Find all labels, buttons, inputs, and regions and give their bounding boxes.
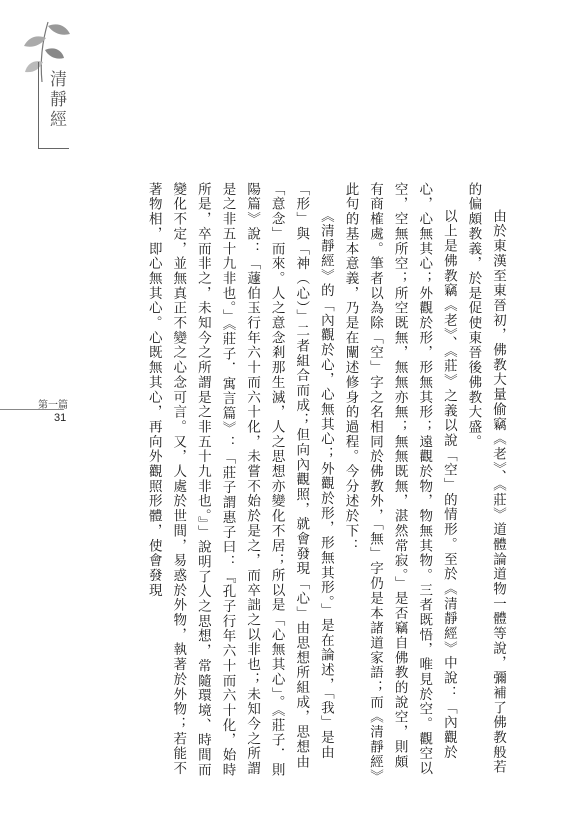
paragraph: 以上是佛教竊《老》、《莊》之義以說「空」的情形。至於《清靜經》中說：「內觀於心，心無其心；外觀於形，形無其形；遠觀於物，物無其物。三者既悟，唯見於空。觀空以空，空無所空；所空既無，無無亦無；無無既無，湛然常寂。」是否竊自佛教的說空，則頗有商榷處。筆者以為除「空」字之名相同於佛教外，「無」字仍是本諸道家語；而《清靜經》此句的基本意義，乃是在闡述修身的過程。今分述於下： [342, 182, 457, 778]
section-label: 第一篇 [38, 400, 68, 411]
page-number: 31 [54, 412, 67, 424]
vertical-text-body [92, 182, 510, 782]
paragraph: 《清靜經》的「內觀於心，心無其心；外觀於形，形無其形。」是在論述，「我」是由「形」與「神（心）」二者組合而成；但向內觀照，就會發現「心」由思想所組成，思想由「意念」而來。人之意念剎那生滅，人之思想亦變化不居；所以是「心無其心」。《莊子．則陽篇》說：「蘧伯玉行年六十而六十化，未嘗不始於是之，而卒詘之以非也；未知今之所謂是之非五十九非也。」《莊子．寓言篇》：「莊子謂惠子曰：『孔子行年六十而六十化，始時所是，卒而非之，未知今之所謂是之非五十九非也。』」說明了人之思想，常隨環境、時間而變化不定，並無真正不變之心念可言。又，人處於世間，易惑於外物，執著於外物；若能不著物相，即心無其心。心既無其心，再向外觀照形體，使會發現 [145, 182, 334, 778]
paragraph: 由於東漢至東晉初，佛教大量偷竊《老》、《莊》道體論道物一體等說，彌補了佛教般若的偏頗教義，於是促使東晉後佛教大盛。 [465, 182, 506, 775]
book-title: 清靜經 [46, 70, 66, 130]
